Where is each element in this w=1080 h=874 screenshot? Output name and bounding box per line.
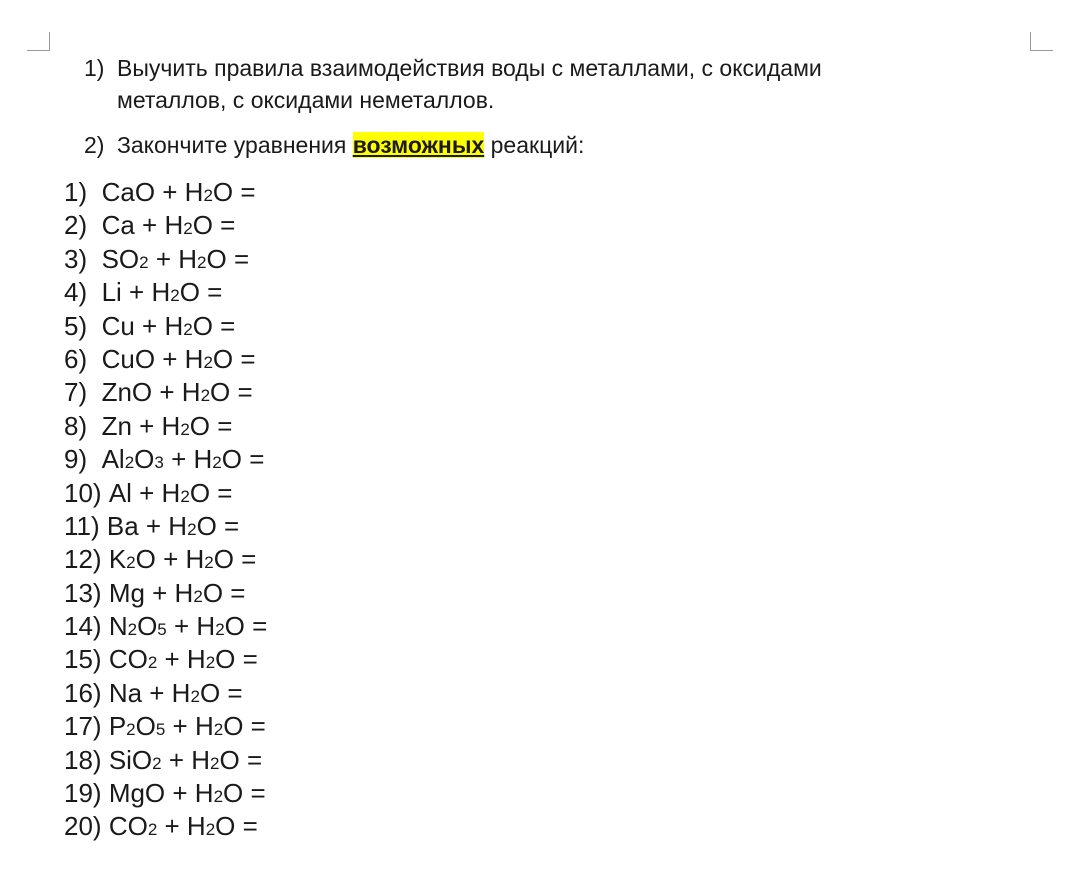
formula-text: Mg + H (108, 577, 194, 608)
task-list (84, 52, 984, 161)
formula-text: P (108, 711, 127, 742)
task-text-line: металлов, с оксидами неметаллов. (117, 87, 495, 113)
formula-text: O = (224, 611, 268, 642)
formula-text: SO (101, 243, 140, 274)
equation-number: 8) (64, 410, 102, 441)
equation-number: 1) (64, 177, 102, 207)
equation-row (64, 643, 267, 676)
formula-subscript: 5 (155, 720, 166, 740)
formula-subscript: 2 (183, 219, 193, 239)
formula-text: O = (179, 277, 223, 308)
equation-formula (107, 510, 239, 546)
formula-text: SiO (108, 744, 153, 775)
formula-text: O = (206, 243, 250, 274)
equation-number: 3) (64, 243, 102, 274)
formula-subscript: 2 (193, 586, 203, 606)
equation-row (64, 577, 267, 610)
formula-subscript: 2 (139, 252, 149, 272)
formula-text: O = (192, 310, 236, 341)
formula-subscript: 2 (203, 186, 213, 205)
equation-number: 17) (64, 711, 109, 742)
formula-text: + H (157, 811, 206, 842)
formula-subscript: 2 (124, 453, 135, 473)
formula-text: + H (165, 711, 214, 742)
equation-formula (102, 176, 256, 212)
equation-formula (109, 643, 258, 679)
task-2 (84, 129, 984, 161)
formula-text: + H (161, 744, 211, 775)
formula-subscript: 2 (210, 753, 220, 773)
formula-text: O = (202, 577, 246, 608)
equation-formula (109, 744, 262, 780)
formula-text: O (137, 611, 158, 642)
formula-text: O = (192, 210, 236, 241)
formula-subscript: 2 (187, 519, 197, 539)
formula-subscript: 2 (127, 620, 138, 640)
equation-row (64, 443, 267, 476)
equation-row (64, 376, 267, 409)
equation-row (64, 610, 267, 643)
formula-text: Na + H (108, 677, 191, 708)
equation-row (64, 477, 267, 510)
formula-text: + H (166, 611, 216, 642)
formula-text: O = (223, 778, 266, 809)
formula-text: Cu + H (101, 310, 184, 341)
equation-number: 18) (64, 744, 109, 775)
equation-number: 19) (64, 778, 109, 809)
equation-formula (109, 543, 257, 579)
equation-formula (102, 209, 236, 245)
equation-number: 7) (64, 377, 102, 408)
formula-text: K (108, 544, 127, 575)
equation-number: 15) (64, 644, 109, 675)
task-text-before: Закончите уравнения (117, 132, 353, 158)
equation-formula (109, 677, 243, 713)
equation-number: 6) (64, 343, 102, 374)
equation-formula (109, 477, 233, 513)
formula-subscript: 2 (170, 286, 180, 306)
formula-text: + H (163, 444, 213, 475)
equation-row (64, 410, 267, 443)
equation-row (64, 777, 267, 810)
formula-subscript: 2 (213, 787, 224, 807)
formula-text: CO (108, 811, 148, 842)
equation-number: 13) (64, 577, 109, 608)
formula-text: O = (199, 677, 243, 708)
equation-row (64, 209, 267, 242)
formula-text: O = (219, 744, 263, 775)
formula-text: O = (215, 811, 258, 842)
formula-text: CuO + H (101, 343, 204, 374)
equation-formula (102, 243, 250, 279)
task-number: 2) (84, 132, 105, 158)
formula-subscript: 2 (212, 453, 222, 473)
highlighted-word: возможных (352, 132, 485, 158)
equation-formula (102, 310, 236, 346)
equation-list (64, 176, 267, 844)
formula-subscript: 5 (157, 620, 167, 640)
equation-formula (102, 343, 256, 379)
page-corner-mark-left (27, 32, 50, 51)
equation-formula (102, 376, 253, 412)
formula-text: O + H (135, 544, 205, 575)
formula-text: CaO + H (101, 177, 204, 207)
equation-formula (102, 410, 233, 446)
formula-text: O = (196, 510, 240, 541)
equation-number: 4) (64, 277, 102, 308)
task-number: 1) (84, 55, 105, 81)
formula-text: O = (213, 544, 257, 575)
formula-text: O = (189, 410, 233, 441)
formula-subscript: 2 (180, 419, 190, 439)
formula-text: Li + H (101, 277, 171, 308)
formula-subscript: 2 (126, 553, 136, 573)
task-text-line: Выучить правила взаимодействия воды с металлами, с оксидами (117, 55, 822, 81)
equation-row (64, 710, 267, 743)
equation-row (64, 243, 267, 276)
task-1 (84, 52, 984, 116)
equation-formula (109, 710, 266, 746)
equation-row (64, 677, 267, 710)
formula-text: O = (221, 444, 265, 475)
equation-number: 20) (64, 811, 109, 842)
equation-row (64, 543, 267, 576)
formula-text: O = (189, 477, 233, 508)
equation-formula (109, 777, 266, 813)
equation-formula (102, 443, 265, 479)
formula-text: Ca + H (101, 210, 184, 241)
formula-subscript: 2 (205, 820, 216, 840)
formula-subscript: 2 (147, 653, 158, 673)
formula-subscript: 2 (213, 720, 224, 740)
equation-number: 14) (64, 611, 109, 642)
formula-text: O = (210, 377, 253, 408)
formula-text: CO (108, 644, 148, 675)
formula-text: ZnO + H (101, 377, 201, 408)
formula-subscript: 2 (180, 486, 190, 506)
formula-subscript: 2 (183, 319, 193, 339)
formula-text: O = (223, 711, 266, 742)
equation-row (64, 176, 267, 209)
page-corner-mark-right (1030, 32, 1053, 51)
formula-text: + H (157, 644, 206, 675)
equation-number: 11) (64, 510, 107, 541)
equation-number: 12) (64, 544, 109, 575)
equation-row (64, 744, 267, 777)
equation-row (64, 276, 267, 309)
equation-formula (109, 810, 258, 846)
equation-number: 5) (64, 310, 102, 341)
formula-subscript: 3 (154, 453, 164, 473)
formula-text: O = (212, 343, 256, 374)
formula-subscript: 2 (204, 553, 214, 573)
equation-number: 10) (64, 477, 109, 508)
formula-subscript: 2 (215, 620, 225, 640)
formula-subscript: 2 (200, 386, 211, 406)
formula-text: Zn + H (101, 410, 181, 441)
equation-row (64, 310, 267, 343)
formula-subscript: 2 (126, 720, 136, 740)
formula-subscript: 2 (205, 653, 216, 673)
formula-subscript: 2 (152, 753, 162, 773)
formula-text: Al (101, 444, 125, 475)
task-text (117, 129, 984, 161)
formula-text: O = (212, 177, 256, 207)
formula-subscript: 2 (190, 686, 200, 706)
equation-row (64, 810, 267, 843)
formula-subscript: 2 (203, 352, 213, 372)
formula-subscript: 2 (147, 820, 158, 840)
equation-number: 2) (64, 210, 102, 241)
equation-row (64, 343, 267, 376)
equation-formula (109, 577, 246, 613)
formula-text: MgO + H (108, 778, 214, 809)
equation-row (64, 510, 267, 543)
equation-number: 16) (64, 677, 109, 708)
formula-text: Al + H (108, 477, 181, 508)
task-text-after: реакций: (484, 132, 585, 158)
formula-text: N (108, 611, 128, 642)
formula-text: O = (215, 644, 258, 675)
formula-text: + H (148, 243, 198, 274)
formula-text: Ba + H (106, 510, 188, 541)
formula-subscript: 2 (197, 252, 207, 272)
formula-text: O (134, 444, 155, 475)
equation-formula (102, 276, 223, 312)
equation-number: 9) (64, 444, 102, 475)
equation-formula (109, 610, 267, 646)
formula-text: O (135, 711, 156, 742)
task-text (117, 52, 984, 116)
